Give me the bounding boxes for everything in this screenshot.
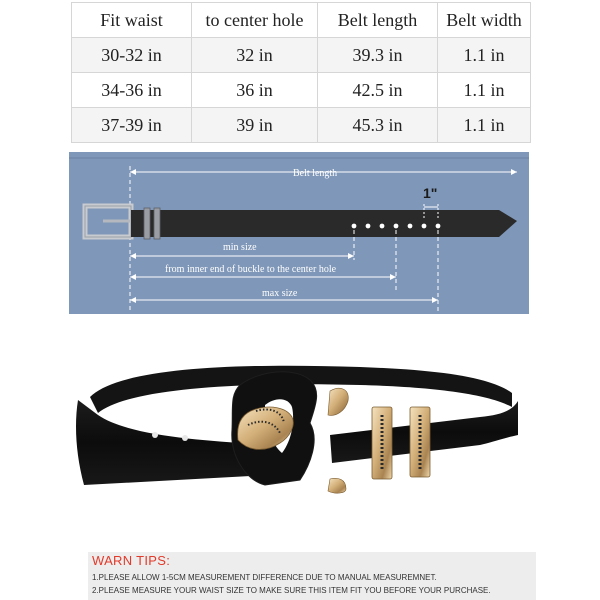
cell-belt-width: 1.1 in xyxy=(438,108,531,143)
cell-belt-length: 45.3 in xyxy=(318,108,438,143)
cell-belt-width: 1.1 in xyxy=(438,38,531,73)
belt-product-photo xyxy=(60,345,530,495)
header-belt-width: Belt width xyxy=(438,3,531,38)
cell-center-hole: 36 in xyxy=(192,73,318,108)
belt-length-label: Belt length xyxy=(293,168,338,179)
cell-center-hole: 39 in xyxy=(192,108,318,143)
table-row xyxy=(72,73,531,108)
belt-loop-1 xyxy=(372,407,392,479)
warn-tip-line-2: 2.PLEASE MEASURE YOUR WAIST SIZE TO MAKE SURE THIS ITEM FIT YOU BEFORE YOUR PURCHASE. xyxy=(92,586,491,595)
warn-tips-title: WARN TIPS: xyxy=(92,553,171,568)
warn-tip-line-1: 1.PLEASE ALLOW 1-5CM MEASUREMENT DIFFERENCE DUE TO MANUAL MEASUREMNET. xyxy=(92,573,437,582)
min-size-label: min size xyxy=(223,242,257,253)
belt-loop-2 xyxy=(410,407,430,477)
header-fit-waist: Fit waist xyxy=(72,3,192,38)
header-belt-length: Belt length xyxy=(318,3,438,38)
max-size-label: max size xyxy=(262,288,298,299)
center-hole-label: from inner end of buckle to the center hole xyxy=(165,264,337,275)
size-chart-table xyxy=(71,2,531,143)
table-row xyxy=(72,108,531,143)
warn-tips-box xyxy=(88,552,536,600)
cell-fit-waist: 30-32 in xyxy=(72,38,192,73)
cell-fit-waist: 34-36 in xyxy=(72,73,192,108)
table-header-row xyxy=(72,3,531,38)
cell-fit-waist: 37-39 in xyxy=(72,108,192,143)
cell-belt-width: 1.1 in xyxy=(438,73,531,108)
header-center-hole: to center hole xyxy=(192,3,318,38)
cell-belt-length: 42.5 in xyxy=(318,73,438,108)
cell-center-hole: 32 in xyxy=(192,38,318,73)
cell-belt-length: 39.3 in xyxy=(318,38,438,73)
hole-spacing-label: 1" xyxy=(423,185,438,201)
belt-measurement-diagram xyxy=(69,152,529,314)
table-row xyxy=(72,38,531,73)
